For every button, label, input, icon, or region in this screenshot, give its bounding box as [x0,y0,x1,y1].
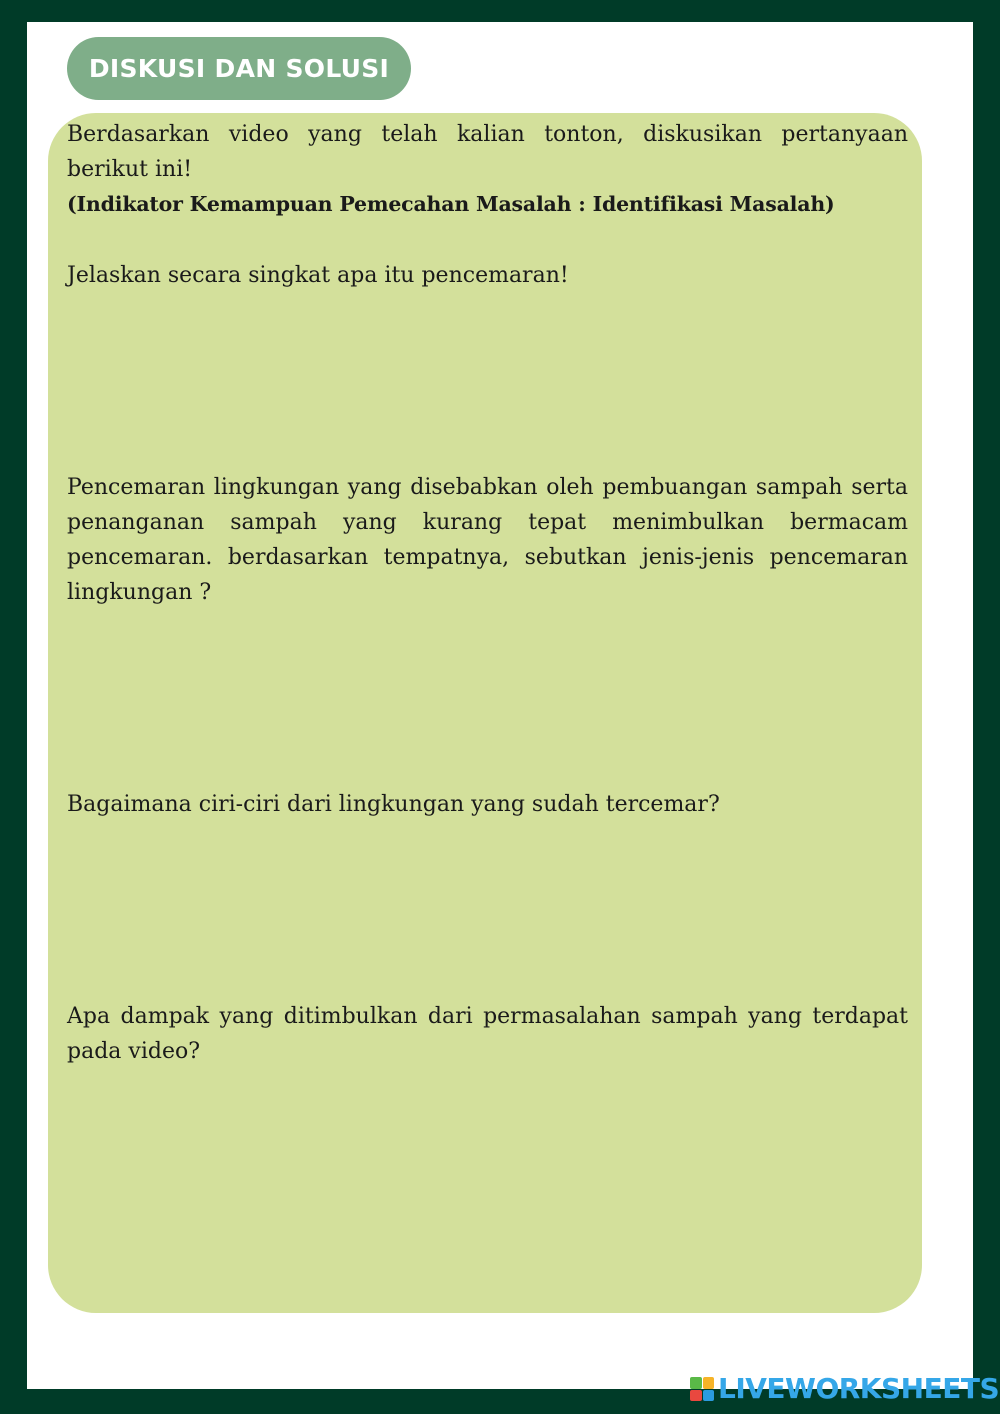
logo-text: LIVEWORKSHEETS [718,1372,1000,1405]
logo-grid-icon [690,1377,714,1401]
section-title: DISKUSI DAN SOLUSI [67,37,411,100]
intro-text: Berdasarkan video yang telah kalian tonton, diskusikan pertanyaan berikut ini! [67,122,908,182]
question-2: Pencemaran lingkungan yang disebabkan oleh pembuangan sampah serta penanganan sampah yang kurang tepat menimbulkan bermacam pencemaran. berdasarkan tempatnya, sebutkan jenis-jenis pencemaran lingkungan ? [67,475,908,605]
question-1: Jelaskan secara singkat apa itu pencemaran! [67,263,569,288]
liveworksheets-logo[interactable] [690,1374,999,1404]
question-3: Bagaimana ciri-ciri dari lingkungan yang sudah tercemar? [67,792,720,817]
worksheet-page [27,22,973,1389]
indicator-text: (Indikator Kemampuan Pemecahan Masalah : Identifikasi Masalah) [67,192,835,216]
question-4: Apa dampak yang ditimbulkan dari permasalahan sampah yang terdapat pada video? [67,1004,908,1064]
discussion-panel [48,113,922,1313]
